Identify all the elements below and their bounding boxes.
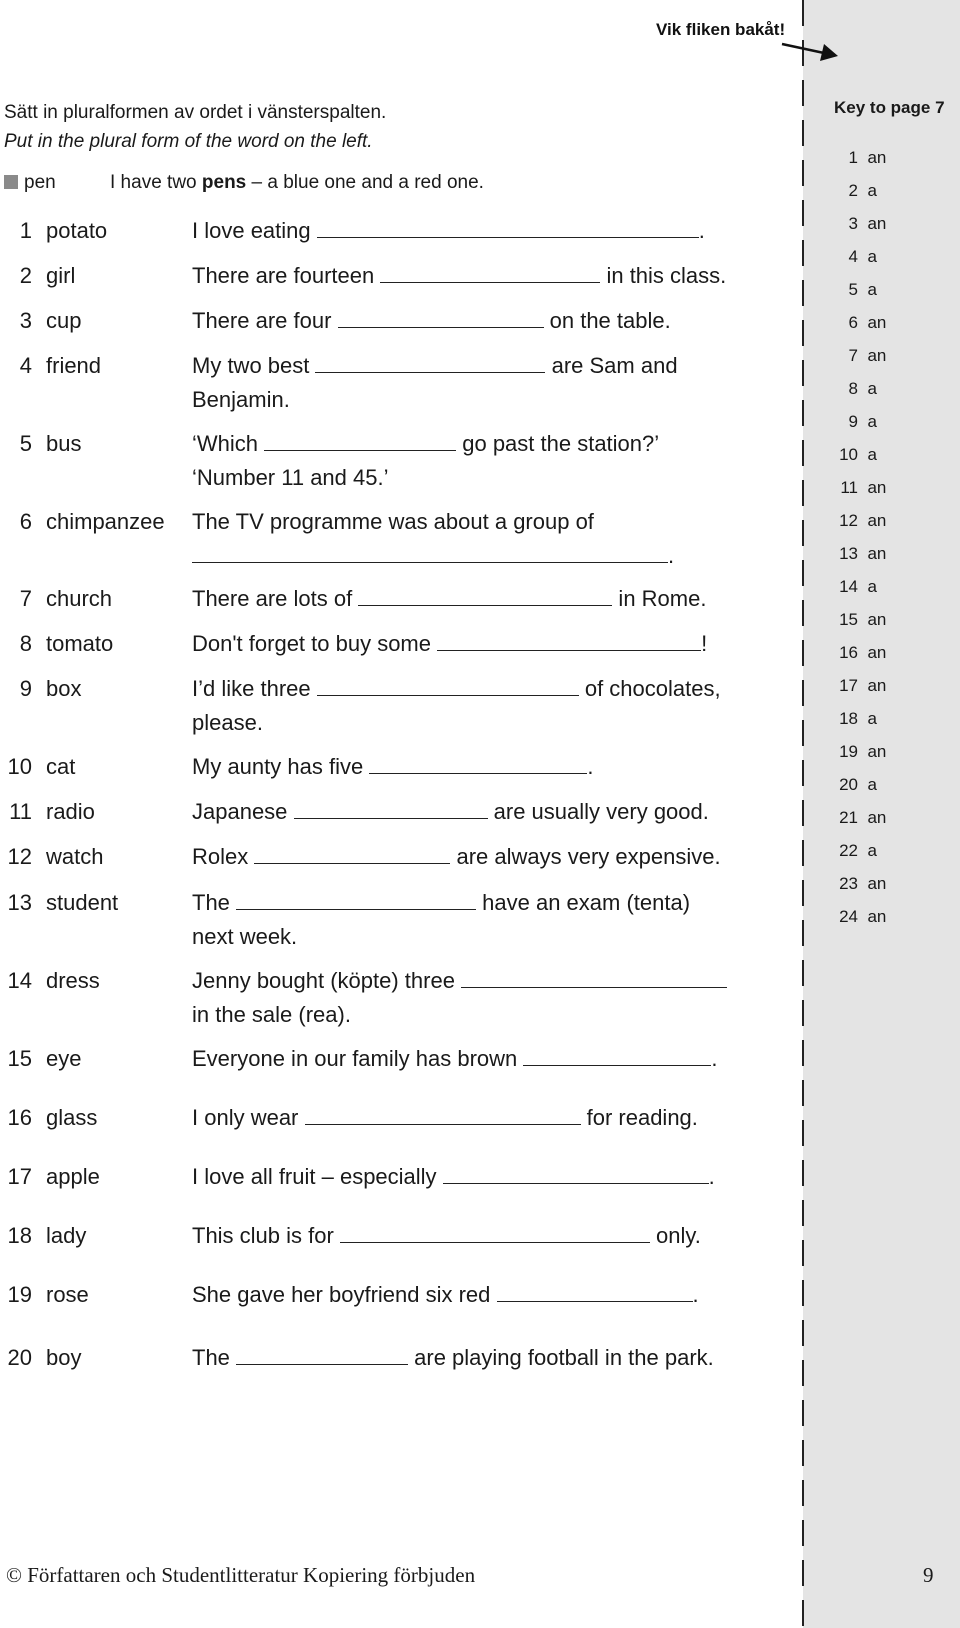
answer-blank[interactable] [369,751,587,774]
page-number: 9 [923,1563,934,1587]
item-word: student [46,890,119,915]
sentence-line: in the sale (rea). [192,1002,351,1027]
answer-blank[interactable] [461,965,727,988]
item-word: apple [46,1164,100,1189]
sentence-line: There are fourteen in this class. [192,259,772,293]
answer-blank[interactable] [497,1279,693,1302]
item-sentence [192,750,772,784]
key-number: 2 [848,181,858,200]
sentence-line: Rolex are always very expensive. [192,840,772,874]
key-number: 14 [839,577,858,596]
key-answer: a [867,247,877,266]
key-answer: an [867,907,887,926]
item-number: 10 [7,754,32,779]
key-item [834,642,886,675]
key-answer: an [867,544,887,563]
key-answer: an [867,313,887,332]
key-answer: a [867,181,877,200]
answer-blank[interactable] [315,350,545,373]
key-item [834,246,886,279]
sentence-line: I love all fruit – especially . [192,1160,772,1194]
sentence-line: The TV programme was about a group of [192,509,594,534]
item-word: glass [46,1105,98,1130]
sentence-line: I love eating . [192,214,772,248]
item-word: cup [46,308,82,333]
item-word: bus [46,431,82,456]
key-answer: an [867,214,887,233]
sentence-line: The are playing football in the park. [192,1341,772,1375]
key-answer: a [867,709,877,728]
item-number: 8 [19,631,32,656]
answer-blank[interactable] [380,260,600,283]
item-number: 11 [9,799,32,824]
key-answer: an [867,346,887,365]
item-number: 6 [19,509,32,534]
item-sentence [192,672,772,740]
item-word: watch [46,844,104,869]
item-sentence [192,795,772,829]
answer-blank[interactable] [338,305,544,328]
key-number: 6 [848,313,858,332]
example-answer: pens [201,172,247,193]
item-word: cat [46,754,76,779]
key-answer: a [867,577,877,596]
key-item [834,906,886,939]
key-item [834,444,886,477]
sentence-line: Benjamin. [192,387,290,412]
item-word: dress [46,968,100,993]
item-word: potato [46,218,108,243]
answer-blank[interactable] [358,583,612,606]
sentence-line: I’d like three of chocolates, [192,672,772,706]
instructions [4,98,386,156]
item-number: 4 [19,353,32,378]
item-number: 18 [7,1223,32,1248]
sentence-line: My aunty has five . [192,750,772,784]
key-item [834,378,886,411]
key-number: 16 [839,643,858,662]
item-word: girl [46,263,76,288]
key-answer: an [867,742,887,761]
key-number: 15 [839,610,858,629]
key-item [834,708,886,741]
item-sentence [192,259,772,293]
item-sentence [192,886,772,954]
key-answer: a [867,280,877,299]
item-number: 20 [7,1345,32,1370]
sentence-line: Japanese are usually very good. [192,795,772,829]
item-sentence [192,1278,772,1312]
key-item [834,411,886,444]
key-item [834,576,886,609]
answer-blank[interactable] [317,673,579,696]
answer-blank[interactable] [523,1043,711,1066]
key-item [834,807,886,840]
key-item [834,873,886,906]
key-item [834,609,886,642]
item-word: rose [46,1282,89,1307]
key-answer: an [867,610,887,629]
key-item [834,840,886,873]
item-word: chimpanzee [46,509,165,534]
key-number: 17 [839,676,858,695]
answer-blank[interactable] [437,628,701,651]
item-number: 9 [19,676,32,701]
key-answer: an [867,148,887,167]
key-number: 8 [848,379,858,398]
item-sentence [192,627,772,661]
item-word: boy [46,1345,82,1370]
key-item [834,543,886,576]
item-number: 12 [7,844,32,869]
key-item [834,510,886,543]
key-answer: a [867,775,877,794]
item-number: 16 [7,1105,32,1130]
instruction-swedish: Sätt in pluralformen av ordet i vänsterspalten. [4,102,387,123]
key-answer: an [867,874,887,893]
key-number: 20 [839,775,858,794]
key-number: 18 [839,709,858,728]
item-sentence [192,1042,772,1076]
item-sentence [192,1160,772,1194]
item-number: 15 [7,1046,32,1071]
fold-cut-line [802,0,804,1628]
example-square-icon [4,175,18,189]
key-number: 12 [839,511,858,530]
item-word: lady [46,1223,87,1248]
sentence-line: next week. [192,924,298,949]
key-item [834,147,886,180]
key-answer: an [867,808,887,827]
key-number: 5 [848,280,858,299]
key-item [834,279,886,312]
item-word: box [46,676,82,701]
sentence-line: The have an exam (tenta) [192,886,772,920]
key-number: 22 [839,841,858,860]
key-number: 23 [839,874,858,893]
key-item [834,675,886,708]
item-word: tomato [46,631,114,656]
key-number: 21 [839,808,858,827]
item-number: 2 [19,263,32,288]
answer-blank[interactable] [294,796,488,819]
item-sentence [192,427,772,495]
key-item [834,213,886,246]
key-number: 9 [848,412,858,431]
item-sentence [192,840,772,874]
answer-blank[interactable] [254,841,450,864]
item-sentence [192,214,772,248]
item-word: eye [46,1046,82,1071]
item-number: 19 [7,1282,32,1307]
item-number: 1 [19,218,32,243]
sentence-line: She gave her boyfriend six red . [192,1278,772,1312]
key-answer: a [867,379,877,398]
fold-arrow-icon [780,36,842,66]
key-answer: a [867,412,877,431]
answer-blank[interactable] [340,1220,650,1243]
item-number: 17 [7,1164,32,1189]
key-number: 4 [848,247,858,266]
key-answer: an [867,511,887,530]
sentence-line: Everyone in our family has brown . [192,1042,772,1076]
answer-blank[interactable] [236,887,476,910]
key-number: 10 [839,445,858,464]
sentence-line: ‘Number 11 and 45.’ [192,465,389,490]
key-answer: an [867,676,887,695]
sentence-line: My two best are Sam and [192,349,772,383]
item-number: 14 [7,968,32,993]
item-sentence [192,304,772,338]
key-item [834,345,886,378]
sentence-line: please. [192,710,263,735]
example-sentence: I have two pens – a blue one and a red one. [110,172,484,193]
sentence-line: Don't forget to buy some ! [192,627,772,661]
answer-key-list [834,147,886,939]
key-number: 13 [839,544,858,563]
key-number: 11 [840,478,858,497]
key-item [834,180,886,213]
sentence-line: There are lots of in Rome. [192,582,772,616]
key-number: 3 [848,214,858,233]
key-number: 1 [848,148,858,167]
footer-copyright: © Författaren och Studentlitteratur Kopiering förbjuden [6,1563,476,1587]
answer-blank[interactable] [317,215,699,238]
item-word: radio [46,799,95,824]
instruction-english: Put in the plural form of the word on the left. [4,131,373,152]
key-item [834,477,886,510]
item-sentence [192,582,772,616]
sentence-line: This club is for only. [192,1219,772,1253]
sentence-line: I only wear for reading. [192,1101,772,1135]
sentence-line: There are four on the table. [192,304,772,338]
item-number: 13 [7,890,32,915]
item-sentence [192,964,772,1032]
key-number: 24 [839,907,858,926]
answer-blank[interactable] [443,1161,709,1184]
item-sentence [192,505,772,573]
item-word: friend [46,353,102,378]
sentence-line: ‘Which go past the station?’ [192,427,772,461]
item-word: church [46,586,113,611]
example-row [4,168,484,197]
key-number: 19 [839,742,858,761]
item-number: 5 [19,431,32,456]
key-item [834,312,886,345]
key-number: 7 [848,346,858,365]
example-word: pen [24,172,56,193]
key-item [834,741,886,774]
item-number: 7 [19,586,32,611]
answer-blank[interactable] [264,428,456,451]
item-sentence [192,349,772,417]
key-title: Key to page 7 [834,98,945,117]
key-answer: a [867,841,877,860]
item-sentence [192,1219,772,1253]
answer-blank[interactable] [305,1102,581,1125]
answer-blank[interactable] [192,540,668,563]
sentence-line: . [192,539,772,573]
key-answer: an [867,478,887,497]
item-sentence [192,1101,772,1135]
item-number: 3 [19,308,32,333]
sentence-line: Jenny bought (köpte) three [192,964,772,998]
fold-instruction: Vik fliken bakåt! [656,20,786,39]
answer-blank[interactable] [236,1342,408,1365]
key-item [834,774,886,807]
item-sentence [192,1341,772,1375]
key-answer: an [867,643,887,662]
key-answer: a [867,445,877,464]
